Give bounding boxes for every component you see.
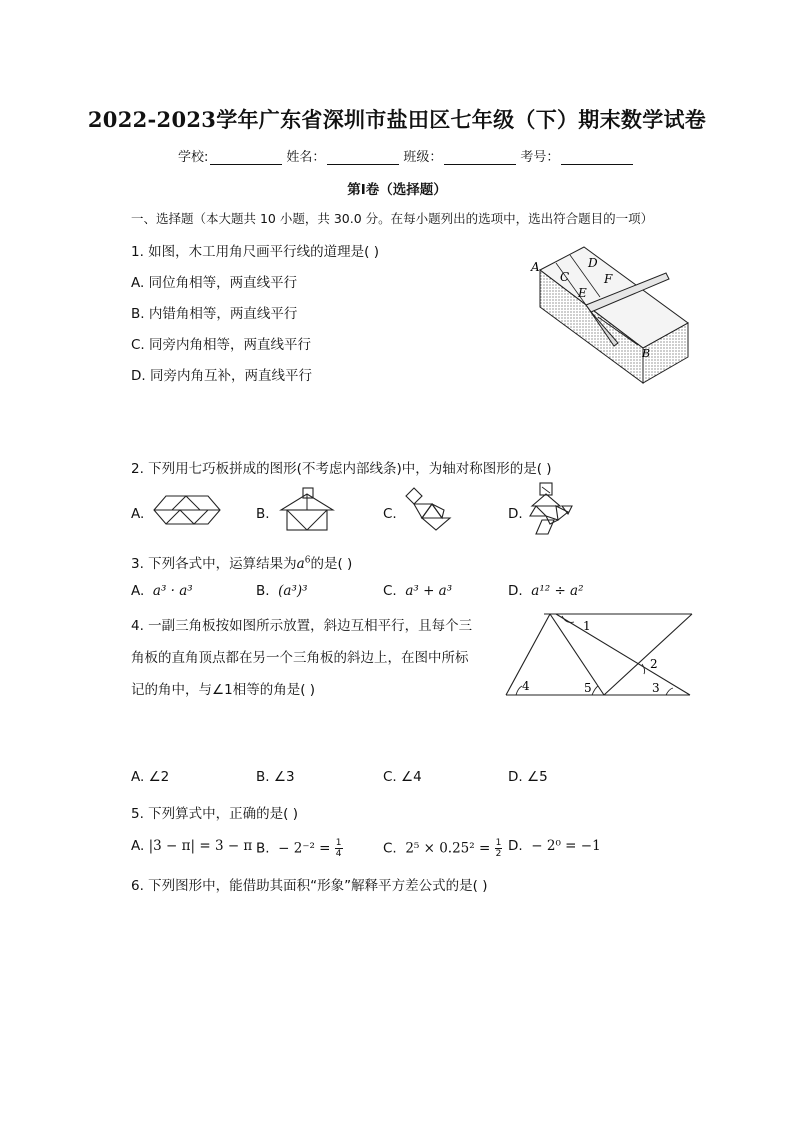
student-info-row bbox=[178, 146, 637, 165]
option-letter: D. bbox=[508, 838, 523, 854]
numerator: 1 bbox=[335, 838, 342, 848]
denominator: 4 bbox=[335, 849, 342, 859]
question-1-option-b: B. 内错角相等，两直线平行 bbox=[131, 306, 298, 322]
school-label: 学校: bbox=[178, 150, 209, 165]
angle-label-3: 3 bbox=[652, 681, 660, 695]
question-3-stem-prefix: 3. 下列各式中，运算结果为 bbox=[131, 556, 297, 572]
exam-no-blank bbox=[561, 152, 633, 165]
question-2-option-a-label: A. bbox=[131, 506, 145, 522]
denominator: 2 bbox=[495, 849, 502, 859]
question-3-option-c bbox=[383, 583, 452, 599]
question-2-option-c-label: C. bbox=[383, 506, 397, 522]
tangram-d-figure bbox=[528, 480, 574, 538]
class-blank bbox=[444, 152, 516, 165]
option-expr: (a³)³ bbox=[278, 583, 308, 599]
option-expr: a³ + a³ bbox=[405, 583, 453, 599]
option-letter: A. bbox=[131, 838, 145, 854]
label-F: F bbox=[604, 272, 613, 286]
option-letter: A. bbox=[131, 583, 145, 599]
label-C: C bbox=[560, 270, 570, 284]
question-4-stem-line-3: 记的角中，与∠1相等的角是( ) bbox=[131, 682, 316, 698]
option-expr: 2⁵ × 0.25² = bbox=[405, 840, 495, 857]
question-2-option-d-label: D. bbox=[508, 506, 523, 522]
school-blank bbox=[210, 152, 282, 165]
question-1-option-a: A. 同位角相等，两直线平行 bbox=[131, 275, 298, 291]
question-5-option-d bbox=[508, 838, 601, 854]
carpenter-square-figure bbox=[528, 245, 693, 387]
question-4-stem-line-1: 4. 一副三角板按如图所示放置，斜边互相平行，且每个三 bbox=[131, 618, 473, 634]
option-expr: a¹² ÷ a² bbox=[531, 583, 584, 599]
question-1-stem: 1. 如图，木工用角尺画平行线的道理是( ) bbox=[131, 244, 379, 260]
fraction bbox=[495, 838, 503, 859]
option-letter: D. bbox=[508, 583, 523, 599]
angle-label-2: 2 bbox=[650, 657, 658, 671]
question-4-option-a: A. ∠2 bbox=[131, 769, 170, 785]
page-title: 2022-2023学年广东省深圳市盐田区七年级（下）期末数学试卷 bbox=[87, 107, 707, 132]
tangram-a-figure bbox=[152, 492, 224, 528]
question-4-option-c: C. ∠4 bbox=[383, 769, 422, 785]
option-letter: B. bbox=[256, 583, 270, 599]
question-4-stem-line-2: 角板的直角顶点都在另一个三角板的斜边上，在图中所标 bbox=[131, 650, 469, 666]
question-3-var: a bbox=[296, 556, 305, 572]
question-3-option-b bbox=[256, 583, 308, 599]
question-6-stem: 6. 下列图形中，能借助其面积“形象”解释平方差公式的是( ) bbox=[131, 878, 488, 894]
question-5-option-b bbox=[256, 838, 343, 859]
question-3-option-d bbox=[508, 583, 584, 599]
option-letter: C. bbox=[383, 583, 397, 599]
angle-label-1: 1 bbox=[583, 619, 591, 633]
question-1-option-d: D. 同旁内角互补，两直线平行 bbox=[131, 368, 312, 384]
numerator: 1 bbox=[495, 838, 502, 848]
question-4-option-b: B. ∠3 bbox=[256, 769, 295, 785]
question-2-option-b-label: B. bbox=[256, 506, 270, 522]
name-label: 姓名： bbox=[286, 150, 326, 165]
question-5-option-c bbox=[383, 838, 502, 859]
section-heading: 一、选择题（本大题共 10 小题，共 30.0 分。在每小题列出的选项中，选出符合题目的一项） bbox=[131, 211, 654, 226]
question-5-option-a bbox=[131, 838, 252, 854]
exam-no-label: 考号： bbox=[520, 150, 560, 165]
question-5-stem: 5. 下列算式中，正确的是( ) bbox=[131, 806, 298, 822]
tangram-c-figure bbox=[404, 484, 454, 532]
label-A: A bbox=[531, 260, 540, 274]
name-blank bbox=[327, 152, 399, 165]
option-expr: |3 − π| = 3 − π bbox=[148, 838, 253, 854]
label-E: E bbox=[578, 286, 587, 300]
question-4-option-d: D. ∠5 bbox=[508, 769, 548, 785]
angle-label-4: 4 bbox=[522, 679, 530, 693]
label-B: B bbox=[642, 347, 651, 360]
volume-heading: 第Ⅰ卷（选择题） bbox=[347, 182, 447, 198]
question-3-exp: 6 bbox=[304, 555, 311, 566]
option-letter: B. bbox=[256, 840, 270, 857]
fraction bbox=[335, 838, 343, 859]
option-expr: − 2⁻² = bbox=[278, 840, 335, 857]
tangram-b-figure bbox=[277, 486, 337, 532]
class-label: 班级： bbox=[403, 150, 443, 165]
question-2-stem: 2. 下列用七巧板拼成的图形(不考虑内部线条)中，为轴对称图形的是( ) bbox=[131, 461, 552, 477]
question-1-option-c: C. 同旁内角相等，两直线平行 bbox=[131, 337, 312, 353]
label-D: D bbox=[588, 256, 598, 270]
question-3-option-a bbox=[131, 583, 193, 599]
triangle-rulers-figure bbox=[506, 612, 696, 700]
option-letter: C. bbox=[383, 840, 397, 857]
option-expr: a³ · a³ bbox=[152, 583, 193, 599]
question-3-stem bbox=[131, 552, 352, 572]
angle-label-5: 5 bbox=[584, 681, 592, 695]
option-expr: − 2⁰ = −1 bbox=[531, 838, 601, 854]
question-3-stem-suffix: 的是( ) bbox=[310, 556, 353, 572]
